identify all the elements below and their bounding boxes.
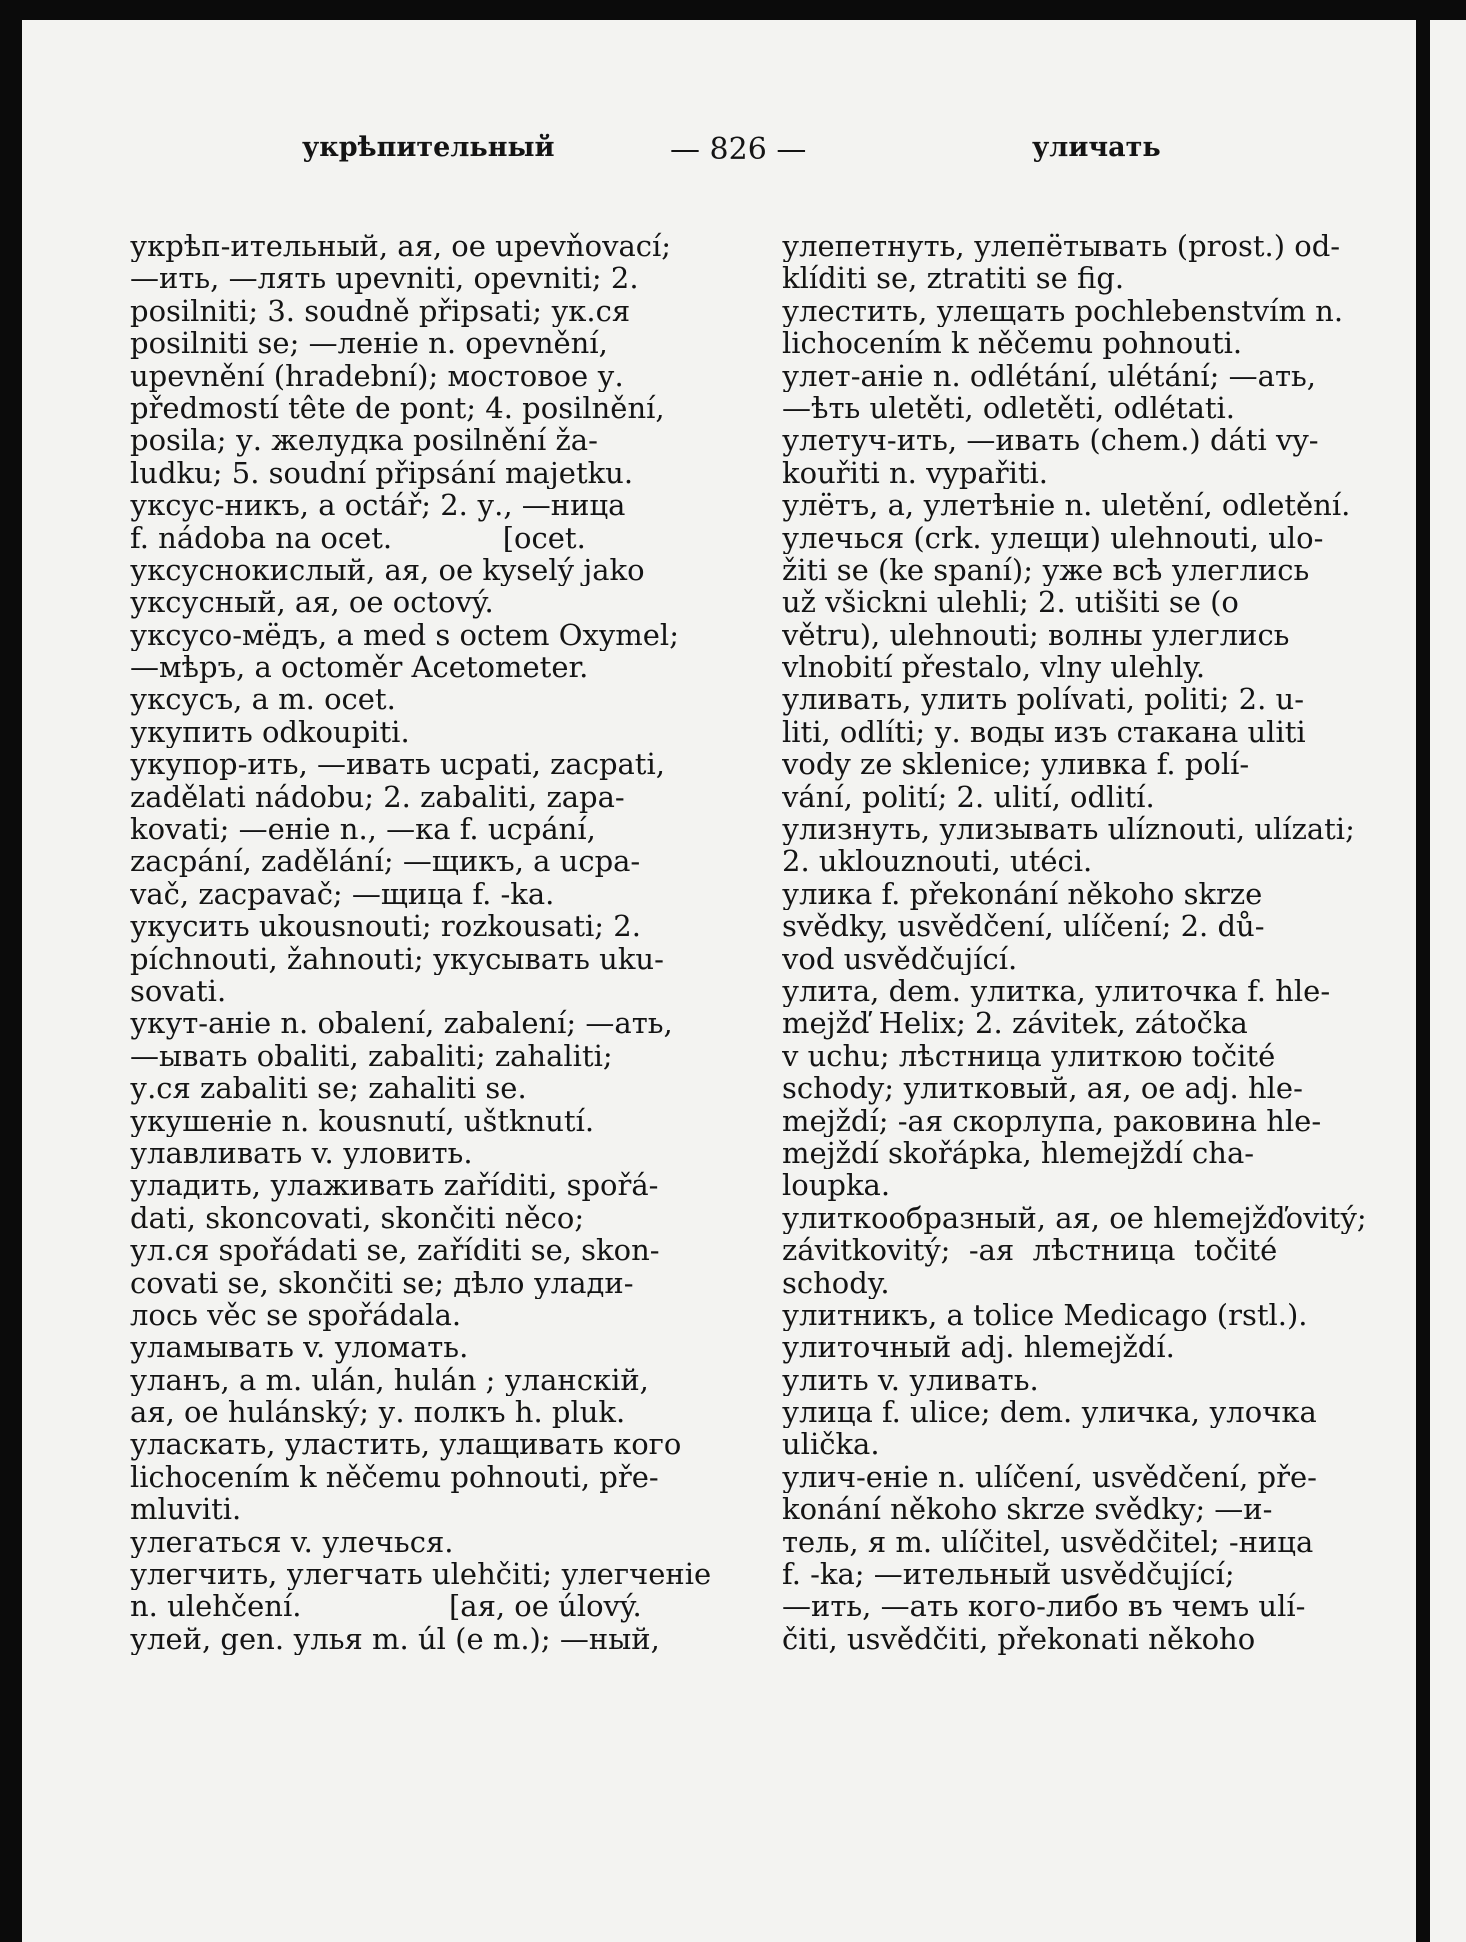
dictionary-line: 2. uklouznouti, utéci.: [782, 845, 1093, 878]
dictionary-line: уласкать, уластить, улащивать кого: [130, 1428, 682, 1461]
dictionary-line: улитникъ, a tolice Medicago (rstl.).: [782, 1298, 1308, 1332]
dictionary-line: mejždí; -ая скорлупа, раковина hle-: [782, 1104, 1322, 1137]
dictionary-line: улавливать v. уловить.: [130, 1136, 473, 1170]
dictionary-line: vod usvědčující.: [782, 942, 1018, 975]
page-number: — 826 —: [670, 132, 807, 167]
dictionary-line: уксус-никъ, a octář; 2. у., —ница: [130, 489, 626, 522]
header-first-entry: укрѣпительный: [302, 132, 555, 163]
dictionary-line: уксусо-мёдъ, a med s octem Oxymel;: [130, 618, 679, 652]
dictionary-line: upevnění (hradební); мостовое у.: [130, 359, 624, 392]
dictionary-line: v uchu; лѣстница улиткою točité: [782, 1039, 1276, 1073]
dictionary-line: předmostí tête de pont; 4. posilnění,: [130, 391, 665, 425]
dictionary-line: žiti se (ke spaní); уже всѣ улеглись: [782, 553, 1310, 587]
header-last-entry: уличать: [1032, 132, 1161, 163]
dictionary-line: schody.: [782, 1266, 890, 1299]
dictionary-line: vač, zacpavač; —щица f. -ka.: [130, 877, 555, 911]
dictionary-line: улей, gen. улья m. úl (e m.); —ный,: [130, 1622, 660, 1656]
dictionary-line: sovati.: [130, 974, 227, 1008]
dictionary-line: svědky, usvědčení, ulíčení; 2. dů-: [782, 910, 1265, 943]
dictionary-line: mluviti.: [130, 1493, 242, 1526]
dictionary-line: posila; у. желудка posilnění ža-: [130, 424, 598, 457]
dictionary-line: už všickni ulehli; 2. utišiti se (o: [782, 586, 1239, 619]
dictionary-line: у.ся zabaliti se; zahaliti se.: [130, 1072, 527, 1105]
dictionary-line: —ить, —лять upevniti, opevniti; 2.: [130, 262, 639, 295]
dictionary-line: —ѣть uletěti, odletěti, odlétati.: [782, 391, 1236, 425]
dictionary-line: klíditi se, ztratiti se fig.: [782, 262, 1125, 295]
dictionary-line: уксуснокислый, ая, ое kyselý jako: [130, 553, 645, 587]
dictionary-line: тель, я m. ulíčitel, usvědčitel; -ница: [782, 1525, 1314, 1559]
dictionary-line: улизнуть, улизывать ulíznouti, ulízati;: [782, 813, 1355, 846]
dictionary-line: dati, skoncovati, skončiti něco;: [130, 1201, 585, 1235]
dictionary-line: mejžď Helix; 2. závitek, zátočka: [782, 1007, 1248, 1040]
dictionary-page: [22, 20, 1416, 1942]
dictionary-line: ая, ое hulánský; у. полкъ h. pluk.: [130, 1396, 626, 1429]
dictionary-line: улита, dem. улитка, улиточка f. hle-: [782, 974, 1331, 1008]
dictionary-line: улестить, улещать pochlebenstvím n.: [782, 294, 1344, 328]
dictionary-line: kouřiti n. vypařiti.: [782, 456, 1049, 490]
dictionary-line: f. -ka; —ительный usvědčující;: [782, 1558, 1235, 1591]
dictionary-line: укусить ukousnouti; rozkousati; 2.: [130, 910, 641, 943]
dictionary-line: уксусъ, a m. ocet.: [130, 683, 396, 716]
dictionary-line: vody ze sklenice; уливка f. polí-: [782, 748, 1250, 781]
dictionary-line: posilniti se; —леніе n. opevnění,: [130, 327, 608, 360]
dictionary-line: улиточный adj. hlemejždí.: [782, 1331, 1175, 1364]
dictionary-line: ulička.: [782, 1428, 880, 1461]
dictionary-line: укушеніе n. kousnutí, uštknutí.: [130, 1104, 595, 1137]
dictionary-line: kovati; —еніе n., —ка f. ucpání,: [130, 813, 596, 846]
dictionary-line: уланъ, a m. ulán, hulán ; уланскій,: [130, 1363, 649, 1397]
running-header: [22, 132, 1416, 172]
next-page-edge: [1430, 20, 1466, 1942]
dictionary-line: covati se, skončiti se; дѣло улади-: [130, 1266, 634, 1299]
dictionary-line: n. ulehčení. [ая, ое úlový.: [130, 1590, 642, 1623]
dictionary-line: улечься (crk. улещи) ulehnouti, ulo-: [782, 521, 1324, 554]
dictionary-line: mejždí skořápka, hlemejždí cha-: [782, 1136, 1255, 1170]
dictionary-line: укупор-ить, —ивать ucpati, zacpati,: [130, 748, 665, 781]
dictionary-line: zadělati nádobu; 2. zabaliti, zapa-: [130, 780, 625, 814]
dictionary-line: улегаться v. улечься.: [130, 1525, 454, 1559]
dictionary-line: уламывать v. уломать.: [130, 1331, 469, 1364]
dictionary-line: лось věc se spořádala.: [130, 1298, 462, 1332]
dictionary-line: zacpání, zadělání; —щикъ, a ucpa-: [130, 845, 641, 878]
dictionary-line: —ить, —ать кого-либо въ чемъ ulí-: [782, 1590, 1306, 1623]
dictionary-line: —мѣръ, a octoměr Acetometer.: [130, 651, 589, 684]
dictionary-line: укут-аніе n. obalení, zabalení; —ать,: [130, 1007, 673, 1040]
dictionary-line: улика f. překonání někoho skrze: [782, 877, 1263, 911]
dictionary-line: —ывать obaliti, zabaliti; zahaliti;: [130, 1039, 613, 1073]
dictionary-line: posilniti; 3. soudně připsati; ук.ся: [130, 294, 631, 328]
dictionary-line: улепетнуть, улепётывать (prost.) od-: [782, 230, 1341, 263]
dictionary-line: f. nádoba na ocet. [ocet.: [130, 521, 586, 554]
dictionary-line: vání, polití; 2. ulití, odlití.: [782, 780, 1155, 814]
dictionary-line: liti, odlíti; у. воды изъ стакана uliti: [782, 715, 1306, 749]
dictionary-line: укупить odkoupiti.: [130, 715, 410, 749]
dictionary-line: lichocením k něčemu pohnouti, pře-: [130, 1460, 659, 1494]
dictionary-line: konání někoho skrze svědky; —и-: [782, 1493, 1273, 1526]
dictionary-line: vlnobití přestalo, vlny ulehly.: [782, 651, 1206, 684]
dictionary-line: loupka.: [782, 1169, 891, 1202]
dictionary-line: уксусный, ая, ое octový.: [130, 586, 494, 619]
left-column: [130, 230, 720, 1655]
dictionary-line: schody; улитковый, ая, ое adj. hle-: [782, 1072, 1303, 1105]
dictionary-line: улиткообразный, ая, ое hlemejžďovitý;: [782, 1201, 1367, 1235]
dictionary-line: укрѣп-ительный, ая, ое upevňovací;: [130, 230, 672, 263]
dictionary-line: větru), ulehnouti; волны улеглись: [782, 618, 1290, 652]
scan-border-left: [0, 0, 22, 1942]
dictionary-line: píchnouti, žahnouti; укусывать uku-: [130, 942, 664, 975]
dictionary-line: улить v. уливать.: [782, 1363, 1039, 1397]
dictionary-line: улетуч-ить, —ивать (chem.) dáti vy-: [782, 424, 1319, 457]
dictionary-line: уладить, улаживать zaříditi, spořá-: [130, 1169, 659, 1202]
dictionary-line: závitkovitý; -ая лѣстница točité: [782, 1234, 1278, 1267]
dictionary-line: уливать, улить polívati, politi; 2. u-: [782, 683, 1305, 716]
dictionary-line: улич-еніе n. ulíčení, usvědčení, pře-: [782, 1460, 1317, 1494]
dictionary-line: улётъ, a, улетѣніе n. uletění, odletění.: [782, 489, 1351, 522]
dictionary-line: lichocením k něčemu pohnouti.: [782, 327, 1243, 360]
dictionary-line: улегчить, улегчать ulehčiti; улегченіе: [130, 1558, 712, 1591]
dictionary-line: улица f. ulice; dem. уличка, улочка: [782, 1396, 1317, 1429]
scan-border-top: [0, 0, 1466, 20]
dictionary-line: улет-аніе n. odlétání, ulétání; —ать,: [782, 359, 1317, 392]
dictionary-line: ул.ся spořádati se, zaříditi se, skon-: [130, 1234, 660, 1267]
dictionary-line: čiti, usvědčiti, překonati někoho: [782, 1622, 1256, 1656]
right-column: [782, 230, 1372, 1655]
dictionary-line: ludku; 5. soudní připsání majetku.: [130, 456, 634, 490]
